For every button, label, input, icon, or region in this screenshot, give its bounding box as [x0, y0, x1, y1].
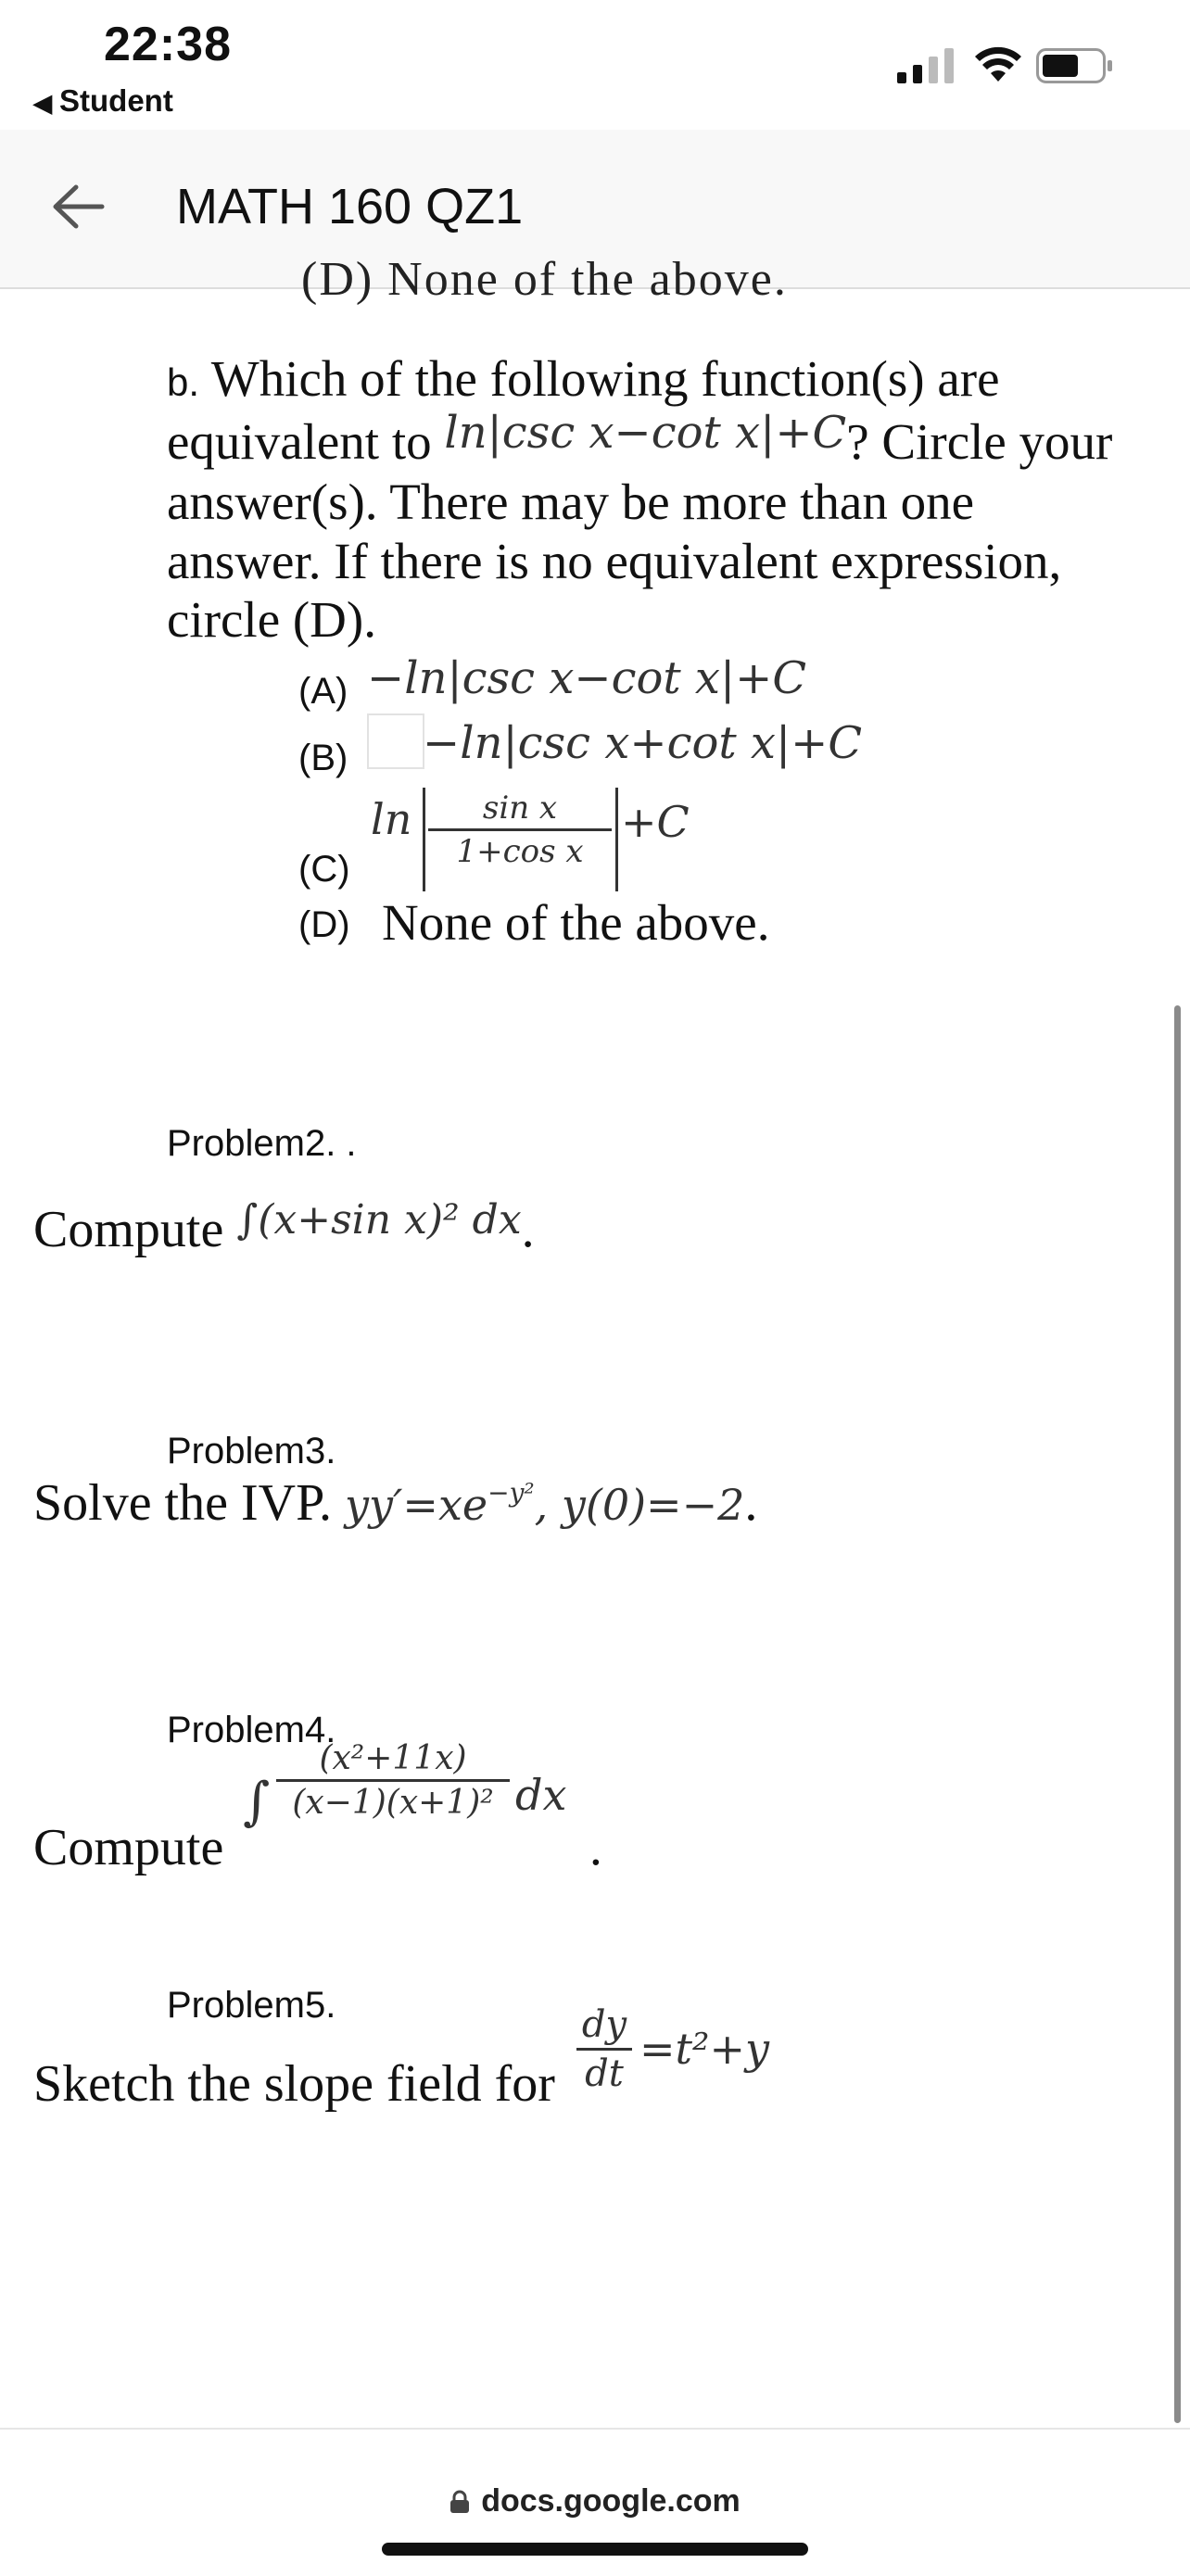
problem-2-lead: Compute: [33, 1201, 237, 1258]
problem-4-fraction-bar: [276, 1779, 510, 1782]
back-arrow-icon[interactable]: [50, 182, 106, 232]
problem-5-denominator: dt: [585, 2052, 624, 2095]
question-b-text-2a: equivalent to: [167, 413, 445, 470]
problem-3-initial-condition: , y(0)=−2: [534, 1480, 745, 1530]
url-display[interactable]: [0, 2483, 1190, 2519]
option-c-abs-left: [423, 788, 425, 891]
question-b-lead: b.: [167, 360, 200, 404]
problem-3-lead: Solve the IVP.: [33, 1474, 345, 1532]
problem-3-period: .: [744, 1474, 758, 1532]
problem-5-numerator: dy: [581, 2003, 627, 2046]
cutoff-previous-line: (D) None of the above.: [301, 253, 788, 306]
status-time: 22:38: [104, 18, 232, 71]
back-app-label: Student: [59, 83, 173, 118]
problem-3-line: [33, 1473, 757, 1533]
document-body: [0, 253, 1190, 2420]
problem-4-dx: dx: [515, 1770, 567, 1820]
problem-3-heading: Problem3.: [167, 1431, 336, 1471]
option-c-fraction: [428, 789, 612, 870]
problem-3-equation: yy′=xe: [345, 1480, 488, 1530]
problem-5-fraction-bar: [576, 2048, 632, 2051]
problem-2-period: .: [521, 1201, 535, 1258]
problem-5-heading: Problem5.: [167, 1985, 336, 2026]
option-d-label: (D): [298, 904, 350, 945]
blank-placeholder-box: [367, 713, 424, 769]
url-text: docs.google.com: [481, 2483, 741, 2519]
problem-4-numerator: (x²+11x): [319, 1739, 467, 1777]
problem-2-line: [33, 1196, 535, 1259]
problem-4-heading: Problem4.: [167, 1710, 336, 1750]
option-c-fraction-bar: [428, 828, 612, 831]
problem-3-exponent: −y²: [487, 1477, 535, 1509]
lock-icon: [449, 2490, 470, 2514]
cellular-signal-icon: [897, 46, 956, 83]
option-d-text: None of the above.: [382, 894, 770, 951]
problem-4-period: .: [589, 1819, 602, 1875]
question-b-line-4: answer. If there is no equivalent expression,: [167, 533, 1062, 589]
question-b-text-1: Which of the following function(s) are: [199, 350, 1000, 407]
back-to-app-link[interactable]: [33, 83, 173, 119]
problem-4-lead: Compute: [33, 1819, 224, 1876]
document-title: MATH 160 QZ1: [176, 179, 524, 234]
problem-4-integral-sign: ∫: [243, 1772, 271, 1832]
option-c-tail: +C: [621, 797, 690, 847]
option-a-expression: −ln|csc x−cot x|+C: [367, 652, 807, 704]
option-c-numerator: sin x: [482, 789, 558, 827]
option-c-abs-right: [615, 788, 618, 891]
battery-icon: [1036, 48, 1114, 83]
home-indicator[interactable]: [382, 2543, 808, 2556]
problem-4-denominator: (x−1)(x+1)²: [292, 1784, 494, 1822]
problem-2-integral: ∫(x+sin x)² dx: [236, 1196, 522, 1244]
option-c-ln: ln: [371, 794, 412, 844]
problem-5-lead: Sketch the slope field for: [33, 2055, 555, 2113]
scrollbar[interactable]: [1174, 1005, 1181, 2423]
question-b-line-3: answer(s). There may be more than one: [167, 474, 975, 530]
question-b-line-2: [167, 407, 1113, 471]
question-b-expression: ln|csc x−cot x|+C: [444, 407, 847, 459]
option-c-denominator: 1+cos x: [456, 833, 584, 870]
problem-4-fraction: [276, 1739, 510, 1822]
back-triangle-icon: ◀: [33, 89, 52, 117]
option-a-label: (A): [298, 671, 348, 712]
wifi-icon: [975, 44, 1021, 83]
problem-5-rhs: =t²+y: [639, 2024, 769, 2074]
problem-5-fraction: [576, 2003, 632, 2095]
problem-2-heading: Problem2. .: [167, 1123, 357, 1164]
option-b-expression: −ln|csc x+cot x|+C: [423, 717, 863, 769]
option-b-label: (B): [298, 738, 348, 778]
option-c-label: (C): [298, 849, 350, 890]
question-b-line-5: circle (D).: [167, 591, 376, 648]
question-b-line-1: [167, 349, 1000, 408]
question-b-text-2b: ? Circle your: [846, 413, 1113, 470]
